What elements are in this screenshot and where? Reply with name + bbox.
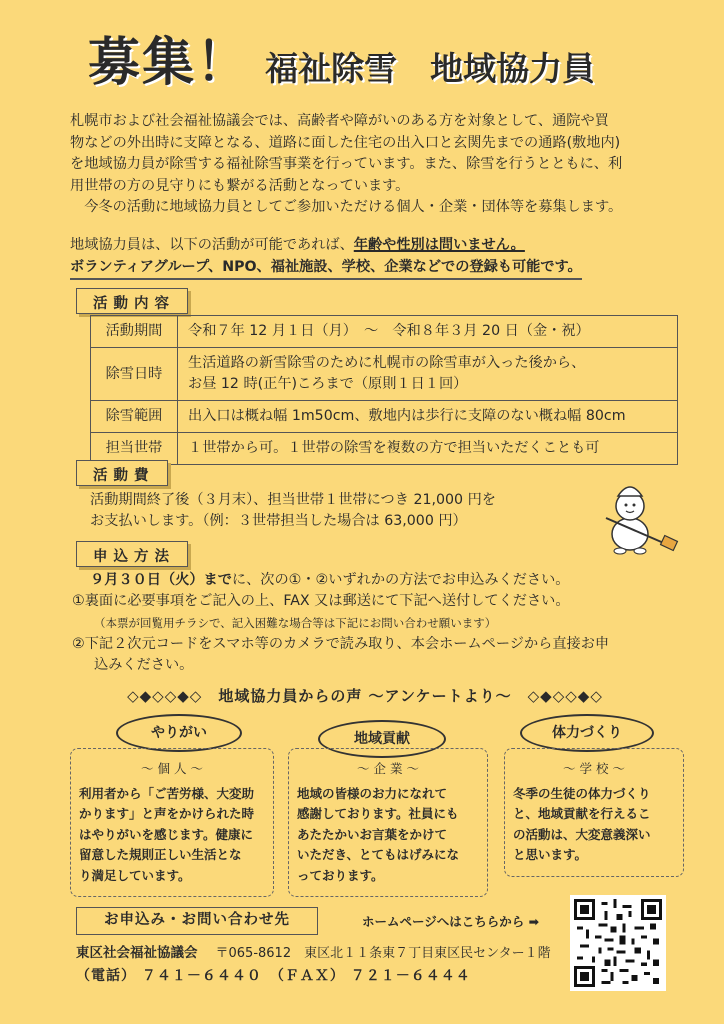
bubble-company: 地域貢献 xyxy=(318,720,446,758)
eligibility-highlight: 年齢や性別は問いません。 xyxy=(353,237,525,253)
bubble-individual: やりがい xyxy=(116,714,242,752)
card-body xyxy=(79,784,265,887)
contact-phone-fax: （電話） ７４１－６４４０ （ＦＡＸ） ７２１－６４４４ xyxy=(76,968,471,984)
row-value: 令和７年 12 月１日（月） ～ 令和８年３月 20 日（金・祝） xyxy=(178,316,678,348)
voices-title: ◇◆◇◇◆◇ 地域協力員からの声 ～アンケートより～ ◇◆◇◇◆◇ xyxy=(127,687,603,705)
card-line: と、地域貢献を行えるこ xyxy=(513,806,651,821)
card-category: ～ 企 業 ～ xyxy=(357,761,419,776)
org-address: 〒065-8612 東区北１１条東７丁目東区民センター１階 xyxy=(215,946,551,961)
card-line: いただき、とてもはげみにな xyxy=(297,847,460,862)
org-name: 東区社会福祉協議会 xyxy=(76,945,198,961)
snowman-mascot-icon xyxy=(596,476,680,560)
apply-label: 申込方法 xyxy=(76,541,188,567)
card-line: の活動は、大変意義深い xyxy=(513,826,651,842)
card-body xyxy=(297,784,479,887)
table-row xyxy=(91,348,678,401)
card-line: り満足しています。 xyxy=(79,867,191,883)
row-value xyxy=(178,348,678,401)
apply-method-1: ①裏面に必要事項をご記入の上、FAX 又は郵送にて下記へ送付してください。 xyxy=(72,593,570,609)
title-main: 募集！ xyxy=(88,33,251,93)
table-row xyxy=(91,401,678,433)
card-line: はやりがいを感じます。健康に xyxy=(79,826,254,842)
intro-recruit: 今冬の活動に地域協力員としてご参加いただける個人・企業・団体等を募集します。 xyxy=(84,199,623,215)
card-category: ～ 学 校 ～ xyxy=(563,761,625,776)
page-title xyxy=(88,20,595,95)
row-value: １世帯から可。１世帯の除雪を複数の方で担当いただくことも可 xyxy=(178,433,678,465)
voice-card-company xyxy=(288,748,488,897)
card-line: あたたかいお言葉をかけて xyxy=(297,826,448,842)
row-value-line: お昼 12 時(正午)ころまで（原則１日１回） xyxy=(188,376,468,392)
card-line: と思います。 xyxy=(513,847,588,862)
eligibility-pre: 地域協力員は、以下の活動が可能であれば、 xyxy=(70,237,354,253)
activity-label: 活動内容 xyxy=(76,288,188,314)
fee-line: 活動期間終了後（３月末）、担当世帯１世帯につき 21,000 円を xyxy=(90,492,496,508)
apply-deadline-rest: に、次の①・②いずれかの方法でお申込みください。 xyxy=(231,572,570,588)
intro-line: を地域協力員が除雪する福祉除雪事業を行っています。また、除雪を行うとともに、利 xyxy=(70,156,623,172)
intro-line: 物などの外出時に支障となる、道路に面した住宅の出入口と玄関先までの通路(敷地内) xyxy=(70,134,621,151)
qr-code-icon[interactable] xyxy=(570,895,666,991)
intro-text xyxy=(70,111,670,219)
card-line: 利用者から「ご苦労様、大変助 xyxy=(79,785,255,801)
row-value-line: 生活道路の新雪除雪のために札幌市の除雪車が入った後から、 xyxy=(188,355,586,371)
card-line: 留意した規則正しい生活とな xyxy=(79,847,242,862)
row-head: 担当世帯 xyxy=(91,433,178,465)
eligibility-text xyxy=(70,234,690,280)
apply-method-2-cont: 込みください。 xyxy=(94,657,194,673)
eligibility-line2: ボランティアグループ、NPO、福祉施設、学校、企業などでの登録も可能です。 xyxy=(70,256,582,280)
org-info xyxy=(76,941,551,961)
row-head: 除雪日時 xyxy=(91,348,178,401)
apply-method-2: ②下記２次元コードをスマホ等のカメラで読み取り、本会ホームページから直接お申 xyxy=(72,636,610,652)
apply-note: （本票が回覧用チラシで、記入困難な場合等は下記にお問い合わせ願います） xyxy=(94,616,497,630)
intro-line: 札幌市および社会福祉協議会では、高齢者や障がいのある方を対象として、通院や買 xyxy=(70,113,609,129)
row-head: 活動期間 xyxy=(91,316,178,348)
voice-card-individual xyxy=(70,748,274,897)
table-row xyxy=(91,433,678,465)
fee-line: お支払いします。（例：３世帯担当した場合は 63,000 円） xyxy=(90,513,467,529)
apply-text xyxy=(72,570,672,676)
voice-card-school xyxy=(504,748,684,877)
card-line: っております。 xyxy=(297,867,384,883)
row-head: 除雪範囲 xyxy=(91,401,178,433)
card-line: 地域の皆様のお力になれて xyxy=(297,785,448,801)
activity-table xyxy=(90,315,678,465)
table-row xyxy=(91,316,678,348)
intro-line: 用世帯の方の見守りにも繋がる活動となっています。 xyxy=(70,177,410,194)
fee-label: 活動費 xyxy=(76,460,168,486)
apply-deadline: ９月３０日（火）まで xyxy=(90,572,232,588)
bubble-school: 体力づくり xyxy=(520,714,654,752)
homepage-link[interactable]: ホームページへはこちらから ➡ xyxy=(362,914,540,929)
title-sub: 福祉除雪 地域協力員 xyxy=(265,49,596,88)
card-line: かります」と声をかけられた時 xyxy=(79,806,255,821)
card-line: 冬季の生徒の体力づくり xyxy=(513,785,651,801)
contact-label: お申込み・お問い合わせ先 xyxy=(76,907,318,935)
card-line: 感謝しております。社員にも xyxy=(297,806,459,821)
card-category: ～ 個 人 ～ xyxy=(141,761,203,776)
row-value: 出入口は概ね幅 1m50cm、敷地内は歩行に支障のない概ね幅 80cm xyxy=(178,401,678,433)
fee-text xyxy=(90,490,496,532)
card-body xyxy=(513,784,675,866)
